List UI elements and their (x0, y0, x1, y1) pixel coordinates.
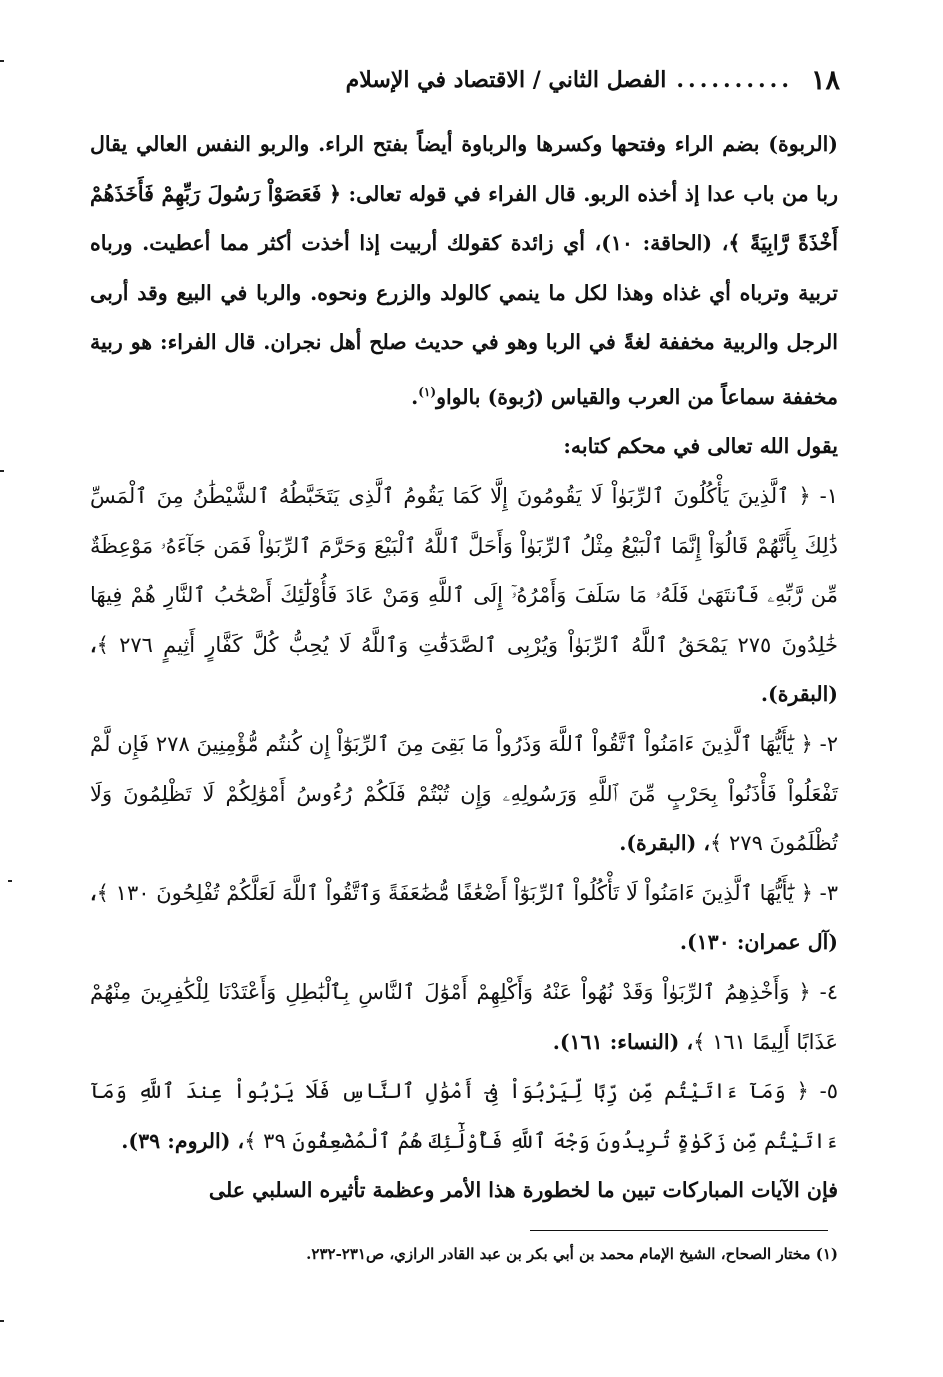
footnote-marker: (١) (418, 384, 437, 399)
verse-reference: (النساء: ١٦١). (552, 1029, 680, 1054)
verse-item-1: ١- ﴿ ٱلَّذِينَ يَأْكُلُونَ ٱلرِّبَوٰاْ لَا يَقُومُونَ إِلَّا كَمَا يَقُومُ ٱلَّذِى يَتَخَبَّطُهُ ٱلشَّيْطَٰنُ مِنَ ٱلْمَسِّ ذَٰلِكَ بِأَنَّهُمْ قَالُوٓاْ إِنَّمَا ٱلْبَيْعُ مِثْلُ ٱلرِّبَوٰاْ وَأَحَلَّ ٱللَّهُ ٱلْبَيْعَ وَحَرَّمَ ٱلرِّبَوٰاْ فَمَن جَآءَهُۥ مَوْعِظَةٌ مِّن رَّبِّهِۦ فَٱنتَهَىٰ فَلَهُۥ مَا سَلَفَ وَأَمْرُهُۥٓ إِلَى ٱللَّهِ وَمَنْ عَادَ فَأُوْلَٰٓئِكَ أَصْحَٰبُ ٱلنَّارِ هُمْ فِيهَا خَٰلِدُونَ ٢٧٥ يَمْحَقُ ٱللَّهُ ٱلرِّبَوٰاْ وَيُرْبِى ٱلصَّدَقَٰتِ وَٱللَّهُ لَا يُحِبُّ كُلَّ كَفَّارٍ أَثِيمٍ ٢٧٦ ﴾، (البقرة). (90, 483, 839, 707)
verse-item-4: ٤- ﴿ وَأَخْذِهِمُ ٱلرِّبَوٰاْ وَقَدْ نُهُواْ عَنْهُ وَأَكْلِهِمْ أَمْوَٰلَ ٱلنَّاسِ بِٱلْبَٰطِلِ وَأَعْتَدْنَا لِلْكَٰفِرِينَ مِنْهُمْ عَذَابًا أَلِيمًا ١٦١ ﴾، (النساء: ١٦١). (90, 979, 838, 1054)
margin-mark (0, 60, 4, 62)
verse-item-5: ٥- ﴿ وَمَآ ءَاتَيْتُم مِّن رِّبًا لِّيَرْبُوَاْ فِىٓ أَمْوَٰلِ ٱلنَّاسِ فَلَا يَرْبُواْ عِندَ ٱللَّهِ وَمَآ ءَاتَيْتُم مِّن زَكَوٰةٍ تُرِيدُونَ وَجْهَ ٱللَّهِ فَأُوْلَٰٓئِكَ هُمُ ٱلْمُضْعِفُونَ ٣٩ ﴾، (الروم: ٣٩). (90, 1079, 838, 1153)
verse-item-2: ٢- ﴿ يَٰٓأَيُّهَا ٱلَّذِينَ ءَامَنُواْ ٱتَّقُواْ ٱللَّهَ وَذَرُواْ مَا بَقِىَ مِنَ ٱلرِّبَوٰٓاْ إِن كُنتُم مُّؤْمِنِينَ ٢٧٨ فَإِن لَّمْ تَفْعَلُواْ فَأْذَنُواْ بِحَرْبٍ مِّنَ ٱللَّهِ وَرَسُولِهِۦ وَإِن تُبْتُمْ فَلَكُمْ رُءُوسُ أَمْوَٰلِكُمْ لَا تَظْلِمُونَ وَلَا تُظْلَمُونَ ٢٧٩ ﴾، (البقرة). (90, 731, 838, 856)
verse-reference: (الروم: ٣٩). (121, 1128, 231, 1153)
footnote-divider (530, 1230, 828, 1231)
main-text (90, 120, 838, 1216)
header-dots: .......... (676, 67, 793, 93)
margin-mark (8, 880, 12, 882)
intro-line: يقول الله تعالى في محكم كتابه: (563, 434, 838, 459)
margin-mark (0, 470, 4, 472)
margin-mark (0, 1320, 4, 1322)
running-header (100, 60, 840, 100)
verse-reference: (البقرة). (619, 831, 697, 856)
verse-reference: (البقرة). (760, 682, 838, 707)
footnote: (١) مختار الصحاح، الشيخ الإمام محمد بن أبي بكر بن عبد القادر الرازي، ص٢٣١-٢٣٢. (306, 1245, 838, 1263)
page-number: ١٨ (810, 64, 840, 96)
definition-paragraph: (الربوة) بضم الراء وفتحها وكسرها والرباوة أيضاً بفتح الراء. والربو النفس العالي يقال ربا من باب عدا إذ أخذه الربو. قال الفراء في قوله تعالى: ﴿ فَعَصَوْاْ رَسُولَ رَبِّهِمْ فَأَخَذَهُمْ أَخْذَةً رَّابِيَةً ﴾، (الحاقة: ١٠)، أي زائدة كقولك أربيت إذا أخذت أكثر مما أعطيت. ورباه تربية وترباه أي غذاه وهذا لكل ما ينمي كالولد والزرع ونحوه. والربا في البيع وقد أربى الرجل والربية مخففة لغةً في الربا وهو في حديث صلح أهل نجران. قال الفراء: هو ربية مخففة سماعاً من العرب والقياس (رُبوة) بالواو$^{(١)}$. (90, 132, 838, 409)
closing-paragraph: فإن الآيات المباركات تبين ما لخطورة هذا الأمر وعظمة تأثيره السلبي على (208, 1178, 838, 1203)
chapter-title: الفصل الثاني / الاقتصاد في الإسلام (345, 67, 667, 93)
verse-item-3: ٣- ﴿ يَٰٓأَيُّهَا ٱلَّذِينَ ءَامَنُواْ لَا تَأْكُلُواْ ٱلرِّبَوٰٓاْ أَضْعَٰفًا مُّضَٰعَفَةً وَٱتَّقُواْ ٱللَّهَ لَعَلَّكُمْ تُفْلِحُونَ ١٣٠ ﴾، (آل عمران: ١٣٠). (90, 880, 838, 955)
verse-reference: (آل عمران: ١٣٠). (679, 930, 838, 955)
